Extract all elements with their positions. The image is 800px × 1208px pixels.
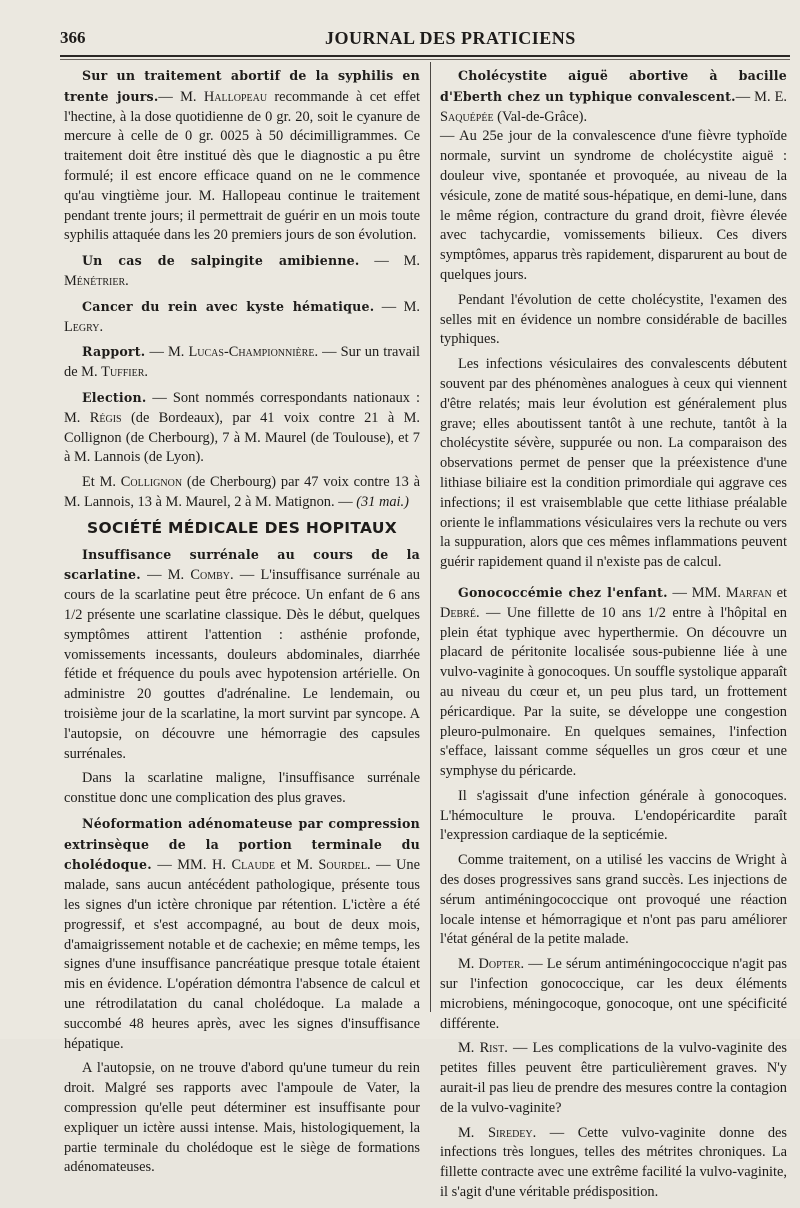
article-paragraph: Comme traitement, on a utilisé les vaccins de Wright à des doses progressives sans grand succès. Les injections de sérum antiméningococcique ont provoqué une réaction locale intense et hémorragique et n'ont pas paru améliorer l'état général de la petite malade. <box>440 852 787 948</box>
author-name: Sourdel <box>318 857 367 874</box>
article-text: — Au 25e jour de la convalescence d'une fièvre typhoïde normale, survint un syndrome de cholécystite aiguë : douleur vive, spontanée et provoquée, au niveau de la vésicule, zone de matité sous-hépatique, en demi-lune, dans le même région, contracture du grand droit, fièvre élevée avec tachycardie, vomissements bilieux. Ces divers symptômes, apparus très rapidement, disparurent au bout de quelques jours. <box>440 128 787 283</box>
author-name: Ménétrier <box>64 272 126 289</box>
article-title: Rapport. <box>82 344 146 360</box>
author-name: Comby <box>190 567 231 584</box>
article-rist: M. Rist. — Les complications de la vulvo-vaginite des petites filles peuvent être particulièrement graves. N'y aurait-il pas lieu de prendre des mesures contre la contagion de la vulvo-vaginite? <box>440 1040 787 1116</box>
article-text: . — Une malade, sans aucun antécédent pathologique, présente tous les signes d'un ictère chronique par rétention. L'ictère a été progressif, et s'est accompagné, au bout de deux mois, d'amaigrissement notable et de cachexie; en même temps, les signes d'une insuffisance pancréatique presque totale étaient mis en évidence. L'opération démontra l'absence de calcul et une rétrodilatation du canal cholédoque. La malade a succombé 48 heures après, avec les signes d'insuffisance hépatique. <box>64 857 420 1052</box>
right-column <box>440 66 787 1208</box>
article-title: Néoformation adénomateuse par compression extrinsèque de la portion terminale du cholédoque. <box>64 815 420 873</box>
article-title: Insuffisance surrénale au cours de la scarlatine. <box>64 546 420 583</box>
article-insuffisance-surrenale: Insuffisance surrénale au cours de la scarlatine. — M. Comby. — L'insuffisance surrénale au cours de la scarlatine peut être précoce. Un enfant de 6 ans 1/2 présente une scarlatine classique. Dès le début, quelques symptômes attirent l'attention : asthénie profonde, vomissements incessants, douleurs abdominales, diarrhée fétide et fréquence du pouls avec hypotension artérielle. On administre 20 gouttes d'adrénaline. Le lendemain, ou troisième jour de la scarlatine, la mort survint par syncope. A l'autopsie, on découvre une hémorragie des capsules surrénales. <box>64 546 420 762</box>
article-text: recommande à cet effet l'hectine, à la dose quotidienne de 0 gr. 20, soit le cyanure de mercure à celle de 0 gr. 0025 à 50 décimilligrammes. Ce traitement doit être institué dès que le diagnostic a pu être formulé; il est encore efficace quand on ne le commence qu'au vingtième jour. M. Hallopeau continue le traitement pendant trente jours; il permettrait de guérir en un mois toute syphilis attaquée dans les 20 premiers jours de son évolution. <box>64 88 420 244</box>
article-paragraph: Les infections vésiculaires des convalescents débutent souvent par des phénomènes analogues à ceux qui viennent d'être relatés; mais leur évolution est généralement plus grave; elles aboutissent tantôt à une rechute, tantôt à la cholécystite sévère, suppurée ou non. La comparaison des observations permet de penser que la préexistence d'une lithiase biliaire est la condition primordiale qui aggrave ces infections; il est vraisemblable que cette lithiase préalable oriente le inflammations vésiculaires vers la rechute ou vers la suppuration, alors que ces mêmes inflammations peuvent guérir rapidement quand il n'existe pas de calcul. <box>440 356 787 571</box>
author-name: Régis <box>89 409 122 426</box>
author-name: Marfan <box>725 584 772 601</box>
article-text: . — Une fillette de 10 ans 1/2 entre à l'hôpital en plein état typhique avec hyperthermie. On découvre un placard de péritonite localisée sous-pubienne liée à une vulvo-vaginite à gonocoques. Un souffle systolique apparaît au niveau du cœur et, un peu plus tard, un frottement péricardique. Par la suite, se développe une congestion pleuro-pulmonaire. En quelques semaines, l'infection s'efface, laissant comme séquelles un gros cœur et une symphyse du péricarde. <box>440 604 787 780</box>
article-title: Cancer du rein avec kyste hématique. <box>82 298 375 314</box>
article-salpingite: Un cas de salpingite amibienne. — M. Ménétrier. <box>64 253 420 289</box>
author-name: Collignon <box>120 474 183 491</box>
author-name: Siredey <box>487 1124 533 1141</box>
author-name: H. Claude <box>211 857 275 874</box>
article-syphilis: Sur un traitement abortif de la syphilis en trente jours.— M. Hallopeau recommande à cet effet l'hectine, à la dose quotidienne de 0 gr. 20, soit le cyanure de mercure à celle de 0 gr. 0025 à 50 décimilligrammes. Ce traitement doit être institué dès que le diagnostic a pu être formulé; il est encore efficace quand on ne le commence qu'au vingtième jour. M. Hallopeau continue le traitement pendant trente jours; il permettrait de guérir en un mois toute syphilis attaquée dans les 20 premiers jours de son évolution. <box>64 68 420 244</box>
header-rule-thin <box>60 59 790 60</box>
column-divider <box>430 62 431 1012</box>
page-header <box>60 28 790 54</box>
article-gonococcemie: Gonococcémie chez l'enfant. — MM. Marfan et Debré. — Une fillette de 10 ans 1/2 entre à l'hôpital en plein état typhique avec hyperthermie. On découvre un placard de péritonite localisée sous-pubienne liée à une vulvo-vaginite à gonocoques. Un souffle systolique apparaît au niveau du cœur et, un peu plus tard, un frottement péricardique. Par la suite, se développe une congestion pleuro-pulmonaire. En quelques semaines, l'infection s'efface, laissant comme séquelles un gros cœur et une symphyse du péricarde. <box>440 584 788 780</box>
article-title: Election. <box>82 389 147 405</box>
author-name: Legry <box>64 318 100 335</box>
author-name: Lucas-Championnière <box>188 344 315 361</box>
header-rule <box>60 55 790 57</box>
article-title: Cholécystite aiguë abortive à bacille d'Eberth chez un typhique convalescent. <box>440 68 787 104</box>
article-text: . — L'insuffisance surrénale au cours de la scarlatine peut être précoce. Un enfant de 6 ans 1/2 présente une scarlatine classique. Dès le début, quelques symptômes attirent l'attention : asthénie profonde, vomissements incessants, douleurs abdominales, diarrhée fétide et fréquence du pouls avec hypotension artérielle. On administre 20 gouttes d'adrénaline. Le lendemain, ou troisième jour de la scarlatine, la mort survint par syncope. A l'autopsie, on découvre une hémorragie des capsules surrénales. <box>64 567 420 762</box>
page-number: 366 <box>60 28 86 47</box>
author-name: Debré <box>440 604 476 621</box>
article-paragraph: Dans la scarlatine maligne, l'insuffisance surrénale constitue donc une complication des plus graves. <box>64 770 420 807</box>
article-election-cont: Et M. Collignon (de Cherbourg) par 47 voix contre 13 à M. Lannois, 13 à M. Maurel, 2 à M. Matignon. — (31 mai.) <box>64 474 420 510</box>
author-name: Hallopeau <box>203 88 268 105</box>
article-cholecystite: Cholécystite aiguë abortive à bacille d'Eberth chez un typhique convalescent.— M. E. Saquépée (Val-de-Grâce). — Au 25e jour de la convalescence d'une fièvre typhoïde normale, survint un syndrome de cholécystite aiguë : douleur vive, spontanée et provoquée, au niveau de la vésicule, zone de matité sous-hépatique, en demi-lune, dans le même région, contracture du grand droit, fièvre élevée avec tachycardie, vomissements bilieux. Ces divers symptômes, apparus très rapidement, disparurent au bout de quelques jours. <box>440 68 787 283</box>
article-title: Sur un traitement abortif de la syphilis en trente jours. <box>64 68 420 104</box>
article-title: Gonococcémie chez l'enfant. <box>458 584 668 600</box>
article-election: Election. — Sont nommés correspondants nationaux : M. Régis (de Bordeaux), par 41 voix contre 21 à M. Collignon (de Cherbourg), 7 à M. Maurel (de Toulouse), et 7 à M. Lannois (de Lyon). <box>64 389 420 466</box>
article-title: Un cas de salpingite amibienne. <box>82 253 360 269</box>
journal-title: JOURNAL DES PRATICIENS <box>325 28 576 48</box>
session-date: (31 mai.) <box>356 493 409 510</box>
author-name: Rist <box>479 1040 505 1057</box>
article-paragraph: Il s'agissait d'une infection générale à gonocoques. L'hémoculture le prouva. L'endopéricardite paraît l'expression cardiaque de la septicémie. <box>440 787 787 844</box>
section-heading: SOCIÉTÉ MÉDICALE DES HOPITAUX <box>87 518 397 537</box>
article-dopter: M. Dopter. — Le sérum antiméningococcique n'agit pas sur l'infection gonococcique, car les deux éléments microbiens, méningocoque, gonocoque, ont une spécificité différente. <box>440 956 787 1032</box>
article-cancer-rein: Cancer du rein avec kyste hématique. — M. Legry. <box>64 298 420 335</box>
article-rapport: Rapport. — M. Lucas-Championnière. — Sur un travail de M. Tuffier. <box>64 344 420 381</box>
left-column <box>64 66 420 1183</box>
author-name: Saquépée <box>440 108 494 125</box>
article-neoformation: Néoformation adénomateuse par compression extrinsèque de la portion terminale du cholédoque. — MM. H. Claude et M. Sourdel. — Une malade, sans aucun antécédent pathologique, présente tous les signes d'un ictère chronique par rétention. L'ictère a été progressif, et s'est accompagné, au bout de deux mois, d'amaigrissement notable et de cachexie; en même temps, les signes d'une insuffisance pancréatique presque totale étaient mis en évidence. L'opération démontra l'absence de calcul et une rétrodilatation du canal cholédoque. La malade a succombé 48 heures après, avec les signes d'insuffisance hépatique. <box>64 815 420 1052</box>
author-name: Tuffier <box>101 364 145 381</box>
article-siredey: M. Siredey. — Cette vulvo-vaginite donne des infections très longues, telles des métrites chroniques. La fillette contracte avec une extrême facilité la vulvo-vaginite, il s'agit d'une véritable prédisposition. <box>440 1124 788 1201</box>
author-name: Dopter <box>478 956 521 973</box>
article-paragraph: A l'autopsie, on ne trouve d'abord qu'une tumeur du rein droit. Malgré ses rapports avec l'ampoule de Vater, la compression qu'elle peut déterminer est insuffisante pour expliquer un ictère aussi intense. Mais, histologiquement, la partie terminale du cholédoque est le siège de formations adénomateuses. <box>64 1060 420 1176</box>
article-paragraph: Pendant l'évolution de cette cholécystite, l'examen des selles mit en évidence un nombre considérable de bacilles typhiques. <box>440 291 787 348</box>
